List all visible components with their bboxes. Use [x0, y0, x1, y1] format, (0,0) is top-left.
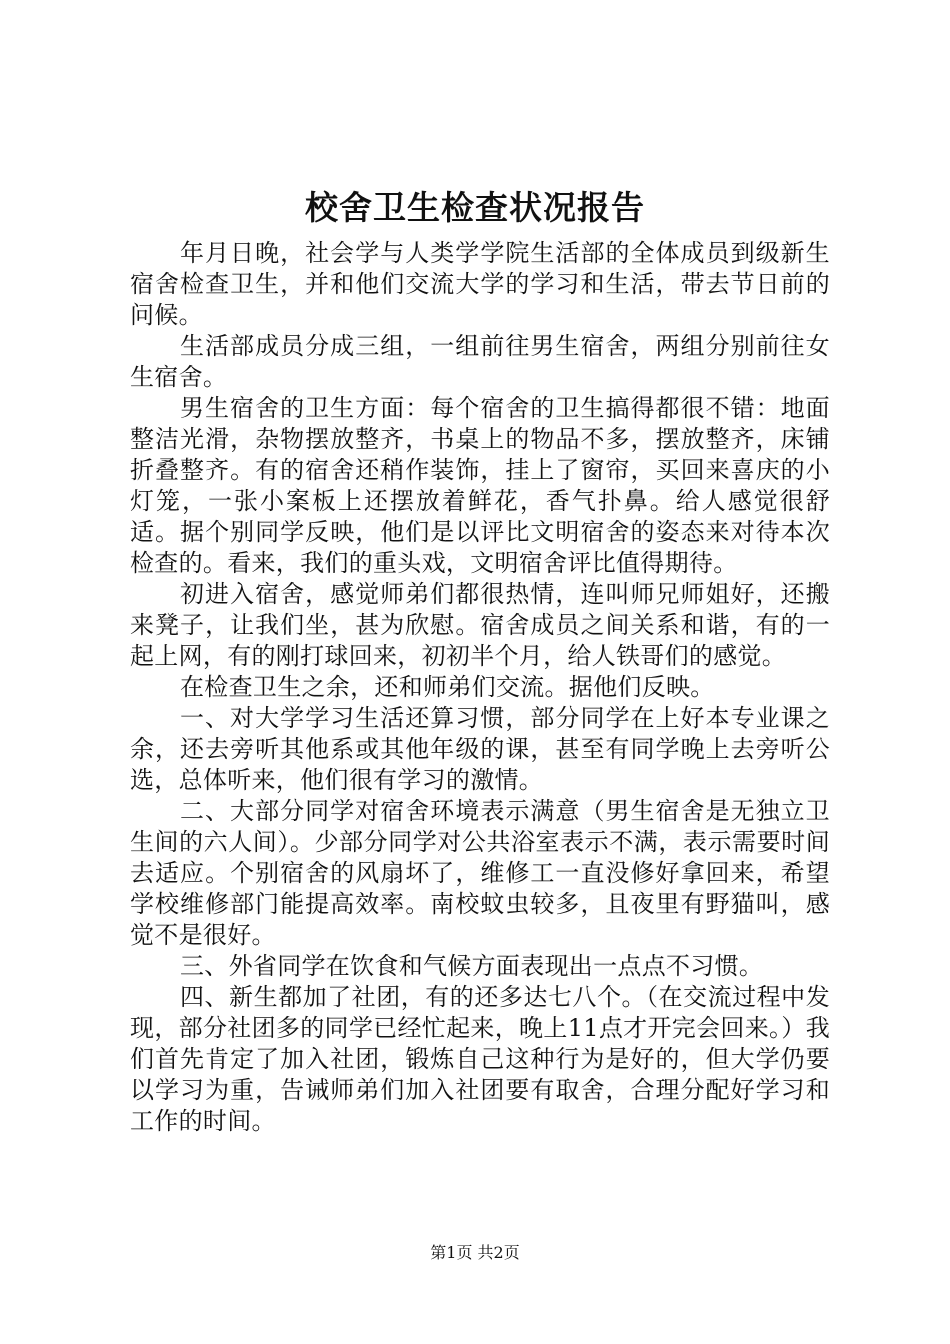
paragraph: 生活部成员分成三组，一组前往男生宿舍，两组分别前往女生宿舍。	[130, 332, 830, 391]
paragraph: 年月日晚，社会学与人类学学院生活部的全体成员到级新生宿舍检查卫生，并和他们交流大学的学习和生活，带去节日前的问候。	[130, 239, 830, 329]
page-number: 第1页 共2页	[430, 1243, 520, 1262]
document-title: 校舍卫生检查状况报告	[305, 188, 645, 227]
paragraph: 四、新生都加了社团，有的还多达七八个。（在交流过程中发现，部分社团多的同学已经忙起来，晚上11点才开完会回来。）我们首先肯定了加入社团，锻炼自己这种行为是好的，但大学仍要以学习为重，告诫师弟们加入社团要有取舍，合理分配好学习和工作的时间。	[130, 983, 830, 1135]
paragraph: 一、对大学学习生活还算习惯，部分同学在上好本专业课之余，还去旁听其他系或其他年级的课，甚至有同学晚上去旁听公选，总体听来，他们很有学习的激情。	[130, 704, 830, 794]
document-body	[130, 238, 830, 1137]
paragraph: 三、外省同学在饮食和气候方面表现出一点点不习惯。	[180, 952, 764, 980]
paragraph: 在检查卫生之余，还和师弟们交流。据他们反映。	[180, 673, 715, 701]
paragraph: 男生宿舍的卫生方面：每个宿舍的卫生搞得都很不错：地面整洁光滑，杂物摆放整齐，书桌上的物品不多，摆放整齐，床铺折叠整齐。有的宿舍还稍作装饰，挂上了窗帘，买回来喜庆的小灯笼，一张小案板上还摆放着鲜花，香气扑鼻。给人感觉很舒适。据个别同学反映，他们是以评比文明宿舍的姿态来对待本次检查的。看来，我们的重头戏，文明宿舍评比值得期待。	[130, 394, 830, 577]
paragraph: 二、大部分同学对宿舍环境表示满意（男生宿舍是无独立卫生间的六人间）。少部分同学对公共浴室表示不满，表示需要时间去适应。个别宿舍的风扇坏了，维修工一直没修好拿回来，希望学校维修部门能提高效率。南校蚊虫较多，且夜里有野猫叫，感觉不是很好。	[130, 797, 830, 949]
paragraph: 初进入宿舍，感觉师弟们都很热情，连叫师兄师姐好，还搬来凳子，让我们坐，甚为欣慰。宿舍成员之间关系和谐，有的一起上网，有的刚打球回来，初初半个月，给人铁哥们的感觉。	[130, 580, 830, 670]
